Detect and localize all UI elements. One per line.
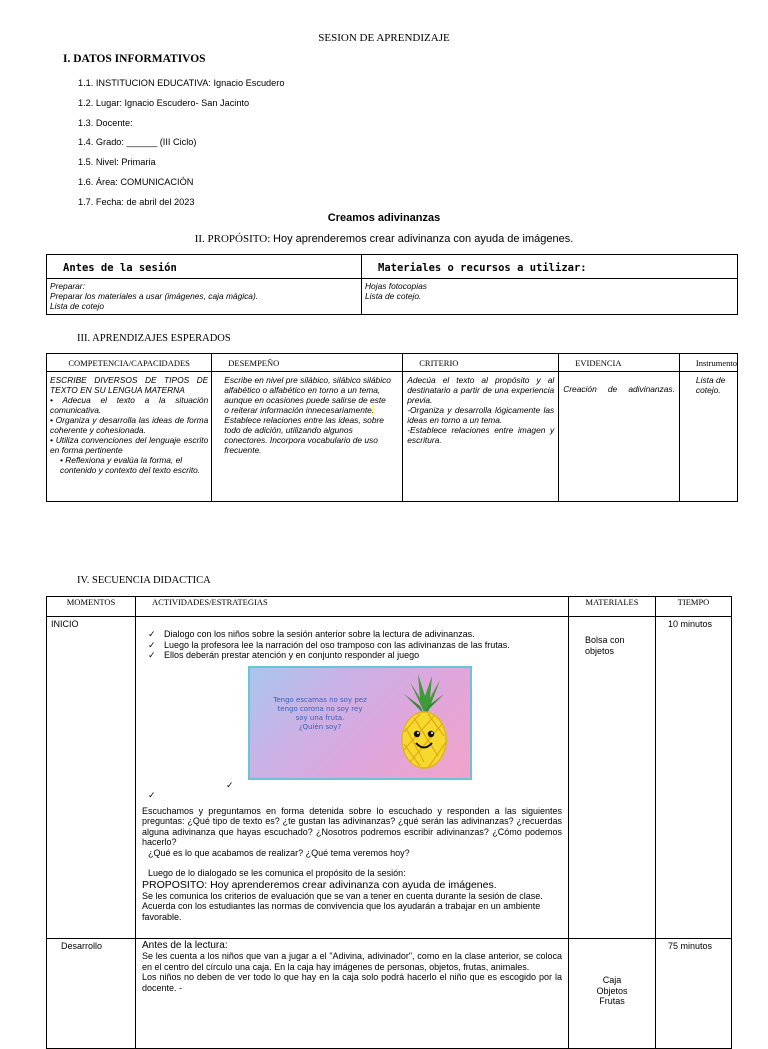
expected-header-criterio: CRITERIO [403, 354, 559, 372]
check-icon: ✓ [148, 639, 156, 650]
purpose-line [0, 233, 768, 245]
inicio-check-text-3: Ellos deberán prestar atención y en conjunto responder al juego [164, 650, 420, 660]
inicio-check-item-1 [142, 629, 562, 640]
moment-desarrollo: Desarrollo [47, 939, 136, 1049]
riddle-slide [248, 666, 472, 780]
criterio-line-3: -Establece relaciones entre imagen y escritura. [407, 425, 555, 445]
check-icon: ✓ [148, 790, 156, 800]
expected-learning-table [46, 353, 738, 502]
desarrollo-text: Se les cuenta a los niños que van a jugar a el "Adivina, adivinador", como en la clase anterior, se coloca en el centro del círculo una caja. En la caja hay imágenes de personas, objetos, frutas, animales. [142, 951, 562, 972]
check-icon: ✓ [148, 629, 156, 639]
expected-header-competencia: COMPETENCIA/CAPACIDADES [47, 354, 212, 372]
desarrollo-time: 75 minutos [656, 939, 732, 1049]
session-before-line-3: Lista de cotejo [50, 301, 105, 311]
session-before-cell [47, 279, 362, 315]
session-header-before [47, 255, 362, 279]
inicio-time: 10 minutos [656, 617, 732, 939]
riddle-text [256, 696, 384, 732]
expected-header-evidencia: EVIDENCIA [559, 354, 680, 372]
inicio-activities [136, 617, 569, 939]
info-institucion: 1.1. INSTITUCION EDUCATIVA: Ignacio Escudero [78, 78, 285, 88]
section-secuencia-didactica: IV. SECUENCIA DIDACTICA [77, 575, 211, 586]
session-before-line-2: Preparar los materiales a usar (imágenes, caja mágica). [50, 291, 259, 301]
session-materials-line-2: Lista de cotejo. [365, 291, 422, 301]
session-header-before-text: Antes de la sesión [63, 261, 177, 274]
lesson-title: Creamos adivinanzas [327, 212, 441, 224]
inicio-check-text-2: Luego la profesora lee la narración del oso tramposo con las adivinanzas de las frutas. [164, 639, 510, 650]
moment-inicio: INICIO [47, 617, 136, 939]
sequence-header-actividades: ACTIVIDADES/ESTRATEGIAS [136, 597, 569, 617]
competencia-item-3: • Utiliza convenciones del lenguaje escrito en forma pertinente [50, 435, 209, 455]
purpose-text: Hoy aprenderemos crear adivinanza con ayuda de imágenes. [273, 233, 574, 245]
riddle-line-1: Tengo escamas no soy pez [273, 695, 367, 704]
info-area: 1.6. Área: COMUNICACIÓN [78, 176, 194, 187]
competencia-cell [47, 372, 212, 502]
inicio-criterios: Se les comunica los criterios de evaluación que se van a tener en cuenta durante la sesión de clase. [142, 890, 543, 901]
session-table [46, 254, 738, 315]
competencia-sub-item: • Reflexiona y evalúa la forma, el contenido y contexto del texto escrito. [60, 455, 201, 475]
session-materials-cell [362, 279, 738, 315]
evidencia-text: Creación de adivinanzas. [563, 384, 675, 394]
desarrollo-material-2: Objetos [596, 985, 628, 996]
evidencia-cell [559, 372, 680, 502]
inicio-materials: Bolsa con objetos [569, 617, 656, 939]
check-icon: ✓ [148, 650, 156, 660]
sequence-header-materiales: MATERIALES [569, 597, 656, 617]
sequence-header-tiempo: TIEMPO [656, 597, 732, 617]
criterio-line-1: Adecúa el texto al propósito y al destinatario a partir de una experiencia previa. [407, 375, 555, 405]
criterio-line-2: -Organiza y desarrolla lógicamente las ideas en torno a un tema. [407, 405, 555, 425]
inicio-comunica: Luego de lo dialogado se les comunica el propósito de la sesión: [148, 868, 406, 878]
sequence-table [46, 596, 732, 1049]
inicio-check-item-3 [142, 650, 562, 661]
inicio-acuerda: Acuerda con los estudiantes las normas de convivencia que los ayudarán a trabajar en un ambiente favorable. [142, 901, 541, 922]
pineapple-icon [392, 672, 456, 772]
desarrollo-heading: Antes de la lectura: [142, 940, 228, 951]
sequence-header-momentos: MOMENTOS [47, 597, 136, 617]
info-docente: 1.3. Docente: [78, 117, 133, 128]
inicio-check-item-2 [142, 640, 562, 651]
desarrollo-text-2: Los niños no deben de ver todo lo que hay en la caja solo podrá hacerlo el niño que es escogido por la docente. - [142, 972, 562, 993]
info-fecha: 1.7. Fecha: de abril del 2023 [78, 196, 195, 207]
inicio-questions-2: ¿Qué es lo que acabamos de realizar? ¿Qué tema veremos hoy? [148, 847, 410, 858]
inicio-proposito: PROPOSITO: Hoy aprenderemos crear adivinanza con ayuda de imágenes. [142, 878, 497, 891]
competencia-item-1: • Adecua el texto a la situación comunicativa. [50, 395, 209, 415]
section-datos-informativos: I. DATOS INFORMATIVOS [63, 53, 206, 65]
desempeno-text-b: Establece relaciones entre las ideas, sobre todo de adición, utilizando algunos conectores. Incorpora vocabulario de uso frecuente. [224, 415, 384, 455]
desarrollo-material-1: Caja [602, 975, 622, 985]
document-title: SESION DE APRENDIZAJE [318, 32, 450, 44]
riddle-line-3: soy una fruta. [295, 713, 345, 722]
instrumento-text: Lista de cotejo. [695, 375, 726, 395]
riddle-line-4: ¿Quién soy? [298, 722, 342, 731]
desarrollo-activities [136, 939, 569, 1049]
desarrollo-materials [569, 939, 656, 1049]
inicio-check-list [142, 629, 562, 661]
info-grado: 1.4. Grado: ______ (III Ciclo) [78, 137, 197, 148]
inicio-empty-check-2 [142, 790, 562, 801]
instrumento-cell [679, 372, 737, 502]
expected-header-desempeno: DESEMPEÑO [212, 354, 403, 372]
info-nivel: 1.5. Nivel: Primaria [78, 157, 156, 168]
check-icon: ✓ [226, 779, 234, 790]
inicio-empty-check-1 [142, 780, 562, 791]
session-materials-line-1: Hojas fotocopias [365, 281, 427, 291]
session-header-materials [362, 255, 738, 279]
desempeno-text-a: Escribe en nivel pre silábico, silábico silábico alfabético o alfabético en torno a un tema, aunque en ocasiones puede salirse de este o reiterar información innecesariamente [224, 375, 391, 415]
session-header-materials-text: Materiales o recursos a utilizar: [378, 261, 587, 274]
session-before-line-1: Preparar: [50, 281, 85, 291]
criterio-cell [403, 372, 559, 502]
info-lugar: 1.2. Lugar: Ignacio Escudero- San Jacinto [78, 97, 250, 108]
competencia-title: ESCRIBE DIVERSOS DE TIPOS DE TEXTO EN SU LENGUA MATERNA [50, 375, 209, 395]
desarrollo-material-3: Frutas [599, 996, 625, 1006]
desempeno-highlight: . [371, 405, 375, 415]
inicio-questions: Escuchamos y preguntamos en forma detenida sobre lo escuchado y responden a las siguientes preguntas: ¿Qué tipo de texto es? ¿te gustan las adivinanzas? ¿qué serán las adivinanzas? ¿recuerdas alguna adivinanza que hayas escuchado? ¿Nosotros podremos escribir adivinanzas? ¿Cómo podemos hacerlo? [142, 805, 562, 847]
purpose-label: II. PROPÓSITO: [194, 233, 274, 245]
info-list [78, 74, 284, 213]
expected-header-instrumento: Instrumento [679, 354, 737, 372]
desempeno-cell [212, 372, 403, 502]
inicio-check-text-1: Dialogo con los niños sobre la sesión anterior sobre la lectura de adivinanzas. [164, 629, 475, 639]
section-aprendizajes-esperados: III. APRENDIZAJES ESPERADOS [77, 333, 231, 344]
riddle-line-2: tengo corona no soy rey [277, 704, 363, 713]
competencia-item-2: • Organiza y desarrolla las ideas de forma coherente y cohesionada. [50, 415, 209, 435]
